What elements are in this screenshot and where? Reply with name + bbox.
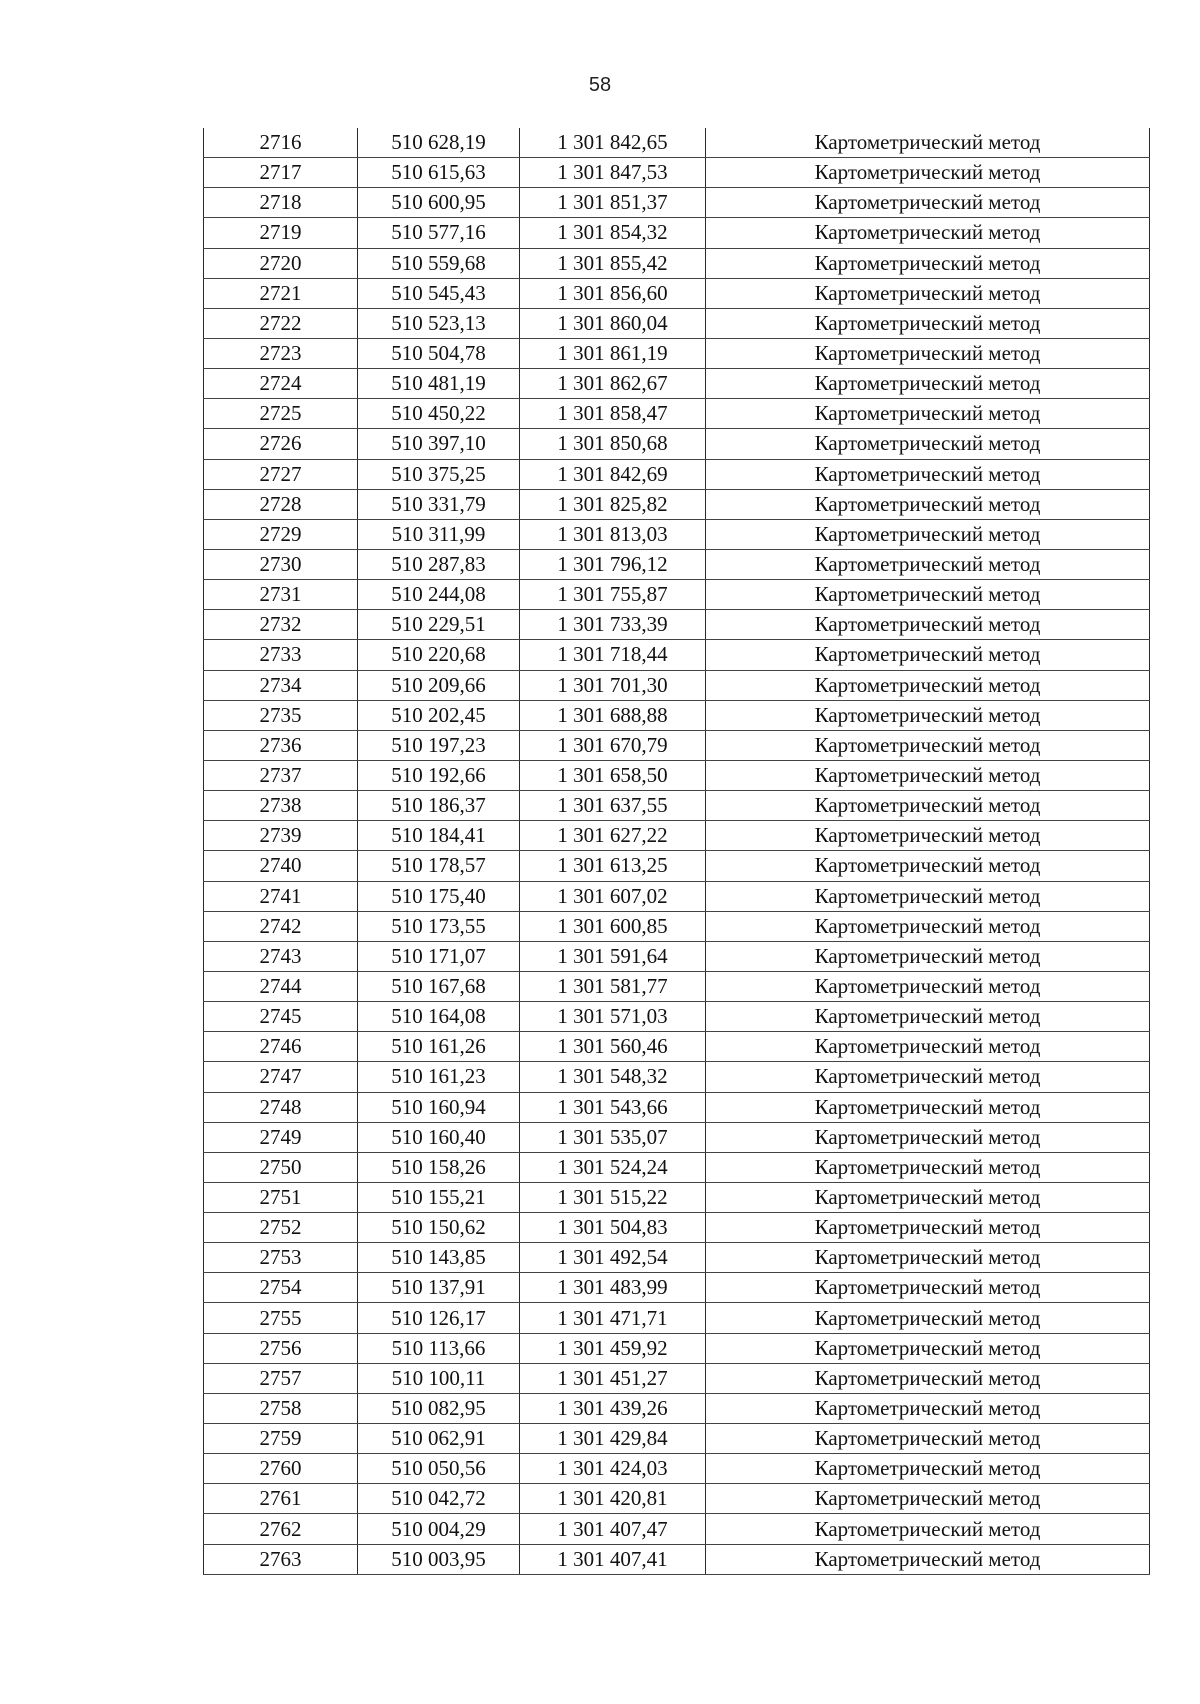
point-number-cell: 2717 xyxy=(204,158,358,188)
y-coordinate-cell: 1 301 407,47 xyxy=(520,1514,706,1544)
point-number-cell: 2734 xyxy=(204,670,358,700)
x-coordinate-cell: 510 628,19 xyxy=(358,128,520,158)
x-coordinate-cell: 510 577,16 xyxy=(358,218,520,248)
y-coordinate-cell: 1 301 543,66 xyxy=(520,1092,706,1122)
point-number-cell: 2738 xyxy=(204,791,358,821)
table-row xyxy=(204,881,1150,911)
table-row xyxy=(204,308,1150,338)
x-coordinate-cell: 510 171,07 xyxy=(358,941,520,971)
point-number-cell: 2743 xyxy=(204,941,358,971)
x-coordinate-cell: 510 126,17 xyxy=(358,1303,520,1333)
method-cell: Картометрический метод xyxy=(706,1213,1150,1243)
method-cell: Картометрический метод xyxy=(706,1514,1150,1544)
y-coordinate-cell: 1 301 471,71 xyxy=(520,1303,706,1333)
y-coordinate-cell: 1 301 535,07 xyxy=(520,1122,706,1152)
point-number-cell: 2721 xyxy=(204,278,358,308)
x-coordinate-cell: 510 050,56 xyxy=(358,1454,520,1484)
point-number-cell: 2760 xyxy=(204,1454,358,1484)
table-row xyxy=(204,489,1150,519)
x-coordinate-cell: 510 615,63 xyxy=(358,158,520,188)
table-row xyxy=(204,760,1150,790)
method-cell: Картометрический метод xyxy=(706,1393,1150,1423)
x-coordinate-cell: 510 184,41 xyxy=(358,821,520,851)
x-coordinate-cell: 510 100,11 xyxy=(358,1363,520,1393)
table-row xyxy=(204,188,1150,218)
table-row xyxy=(204,1032,1150,1062)
y-coordinate-cell: 1 301 600,85 xyxy=(520,911,706,941)
y-coordinate-cell: 1 301 407,41 xyxy=(520,1544,706,1574)
point-number-cell: 2754 xyxy=(204,1273,358,1303)
method-cell: Картометрический метод xyxy=(706,489,1150,519)
y-coordinate-cell: 1 301 429,84 xyxy=(520,1424,706,1454)
x-coordinate-cell: 510 173,55 xyxy=(358,911,520,941)
point-number-cell: 2732 xyxy=(204,610,358,640)
y-coordinate-cell: 1 301 627,22 xyxy=(520,821,706,851)
x-coordinate-cell: 510 150,62 xyxy=(358,1213,520,1243)
method-cell: Картометрический метод xyxy=(706,640,1150,670)
method-cell: Картометрический метод xyxy=(706,1333,1150,1363)
table-row xyxy=(204,580,1150,610)
point-number-cell: 2728 xyxy=(204,489,358,519)
point-number-cell: 2723 xyxy=(204,338,358,368)
method-cell: Картометрический метод xyxy=(706,1303,1150,1333)
table-row xyxy=(204,911,1150,941)
table-row xyxy=(204,670,1150,700)
method-cell: Картометрический метод xyxy=(706,158,1150,188)
method-cell: Картометрический метод xyxy=(706,369,1150,399)
table-row xyxy=(204,791,1150,821)
y-coordinate-cell: 1 301 851,37 xyxy=(520,188,706,218)
point-number-cell: 2737 xyxy=(204,760,358,790)
method-cell: Картометрический метод xyxy=(706,1424,1150,1454)
table-row xyxy=(204,278,1150,308)
table-row xyxy=(204,399,1150,429)
y-coordinate-cell: 1 301 581,77 xyxy=(520,971,706,1001)
y-coordinate-cell: 1 301 670,79 xyxy=(520,730,706,760)
table-row xyxy=(204,1122,1150,1152)
point-number-cell: 2750 xyxy=(204,1152,358,1182)
point-number-cell: 2746 xyxy=(204,1032,358,1062)
method-cell: Картометрический метод xyxy=(706,730,1150,760)
method-cell: Картометрический метод xyxy=(706,399,1150,429)
method-cell: Картометрический метод xyxy=(706,1032,1150,1062)
table-row xyxy=(204,1002,1150,1032)
method-cell: Картометрический метод xyxy=(706,1002,1150,1032)
y-coordinate-cell: 1 301 862,67 xyxy=(520,369,706,399)
x-coordinate-cell: 510 160,40 xyxy=(358,1122,520,1152)
x-coordinate-cell: 510 600,95 xyxy=(358,188,520,218)
point-number-cell: 2735 xyxy=(204,700,358,730)
x-coordinate-cell: 510 220,68 xyxy=(358,640,520,670)
method-cell: Картометрический метод xyxy=(706,429,1150,459)
y-coordinate-cell: 1 301 504,83 xyxy=(520,1213,706,1243)
point-number-cell: 2730 xyxy=(204,549,358,579)
method-cell: Картометрический метод xyxy=(706,1092,1150,1122)
table-row xyxy=(204,1363,1150,1393)
x-coordinate-cell: 510 113,66 xyxy=(358,1333,520,1363)
x-coordinate-cell: 510 559,68 xyxy=(358,248,520,278)
y-coordinate-cell: 1 301 861,19 xyxy=(520,338,706,368)
y-coordinate-cell: 1 301 483,99 xyxy=(520,1273,706,1303)
method-cell: Картометрический метод xyxy=(706,971,1150,1001)
point-number-cell: 2763 xyxy=(204,1544,358,1574)
x-coordinate-cell: 510 523,13 xyxy=(358,308,520,338)
table-row xyxy=(204,1333,1150,1363)
y-coordinate-cell: 1 301 492,54 xyxy=(520,1243,706,1273)
x-coordinate-cell: 510 197,23 xyxy=(358,730,520,760)
method-cell: Картометрический метод xyxy=(706,308,1150,338)
point-number-cell: 2719 xyxy=(204,218,358,248)
point-number-cell: 2725 xyxy=(204,399,358,429)
y-coordinate-cell: 1 301 842,69 xyxy=(520,459,706,489)
point-number-cell: 2729 xyxy=(204,519,358,549)
y-coordinate-cell: 1 301 548,32 xyxy=(520,1062,706,1092)
table-row xyxy=(204,549,1150,579)
x-coordinate-cell: 510 481,19 xyxy=(358,369,520,399)
point-number-cell: 2736 xyxy=(204,730,358,760)
method-cell: Картометрический метод xyxy=(706,791,1150,821)
x-coordinate-cell: 510 450,22 xyxy=(358,399,520,429)
method-cell: Картометрический метод xyxy=(706,188,1150,218)
method-cell: Картометрический метод xyxy=(706,881,1150,911)
point-number-cell: 2755 xyxy=(204,1303,358,1333)
method-cell: Картометрический метод xyxy=(706,580,1150,610)
x-coordinate-cell: 510 397,10 xyxy=(358,429,520,459)
table-row xyxy=(204,700,1150,730)
y-coordinate-cell: 1 301 571,03 xyxy=(520,1002,706,1032)
point-number-cell: 2733 xyxy=(204,640,358,670)
y-coordinate-cell: 1 301 524,24 xyxy=(520,1152,706,1182)
y-coordinate-cell: 1 301 688,88 xyxy=(520,700,706,730)
method-cell: Картометрический метод xyxy=(706,821,1150,851)
method-cell: Картометрический метод xyxy=(706,941,1150,971)
x-coordinate-cell: 510 143,85 xyxy=(358,1243,520,1273)
y-coordinate-cell: 1 301 796,12 xyxy=(520,549,706,579)
method-cell: Картометрический метод xyxy=(706,1243,1150,1273)
method-cell: Картометрический метод xyxy=(706,1273,1150,1303)
x-coordinate-cell: 510 137,91 xyxy=(358,1273,520,1303)
point-number-cell: 2745 xyxy=(204,1002,358,1032)
y-coordinate-cell: 1 301 850,68 xyxy=(520,429,706,459)
table-row xyxy=(204,1544,1150,1574)
point-number-cell: 2739 xyxy=(204,821,358,851)
table-row xyxy=(204,941,1150,971)
y-coordinate-cell: 1 301 855,42 xyxy=(520,248,706,278)
point-number-cell: 2731 xyxy=(204,580,358,610)
method-cell: Картометрический метод xyxy=(706,218,1150,248)
x-coordinate-cell: 510 209,66 xyxy=(358,670,520,700)
method-cell: Картометрический метод xyxy=(706,670,1150,700)
method-cell: Картометрический метод xyxy=(706,1363,1150,1393)
table-row xyxy=(204,1393,1150,1423)
method-cell: Картометрический метод xyxy=(706,911,1150,941)
table-row xyxy=(204,610,1150,640)
coordinates-table-body xyxy=(204,128,1150,1574)
y-coordinate-cell: 1 301 854,32 xyxy=(520,218,706,248)
point-number-cell: 2756 xyxy=(204,1333,358,1363)
table-row xyxy=(204,459,1150,489)
coordinates-table xyxy=(203,128,1150,1575)
x-coordinate-cell: 510 375,25 xyxy=(358,459,520,489)
table-row xyxy=(204,158,1150,188)
y-coordinate-cell: 1 301 813,03 xyxy=(520,519,706,549)
y-coordinate-cell: 1 301 842,65 xyxy=(520,128,706,158)
y-coordinate-cell: 1 301 860,04 xyxy=(520,308,706,338)
table-row xyxy=(204,218,1150,248)
x-coordinate-cell: 510 244,08 xyxy=(358,580,520,610)
point-number-cell: 2753 xyxy=(204,1243,358,1273)
table-row xyxy=(204,1243,1150,1273)
table-row xyxy=(204,128,1150,158)
y-coordinate-cell: 1 301 755,87 xyxy=(520,580,706,610)
y-coordinate-cell: 1 301 591,64 xyxy=(520,941,706,971)
x-coordinate-cell: 510 545,43 xyxy=(358,278,520,308)
table-row xyxy=(204,1514,1150,1544)
table-row xyxy=(204,1152,1150,1182)
table-row xyxy=(204,821,1150,851)
point-number-cell: 2726 xyxy=(204,429,358,459)
point-number-cell: 2744 xyxy=(204,971,358,1001)
method-cell: Картометрический метод xyxy=(706,459,1150,489)
method-cell: Картометрический метод xyxy=(706,700,1150,730)
x-coordinate-cell: 510 003,95 xyxy=(358,1544,520,1574)
y-coordinate-cell: 1 301 424,03 xyxy=(520,1454,706,1484)
y-coordinate-cell: 1 301 718,44 xyxy=(520,640,706,670)
point-number-cell: 2727 xyxy=(204,459,358,489)
x-coordinate-cell: 510 155,21 xyxy=(358,1182,520,1212)
y-coordinate-cell: 1 301 856,60 xyxy=(520,278,706,308)
x-coordinate-cell: 510 504,78 xyxy=(358,338,520,368)
table-row xyxy=(204,1424,1150,1454)
page-number: 58 xyxy=(588,74,612,96)
point-number-cell: 2722 xyxy=(204,308,358,338)
point-number-cell: 2748 xyxy=(204,1092,358,1122)
x-coordinate-cell: 510 004,29 xyxy=(358,1514,520,1544)
x-coordinate-cell: 510 161,26 xyxy=(358,1032,520,1062)
x-coordinate-cell: 510 160,94 xyxy=(358,1092,520,1122)
table-row xyxy=(204,730,1150,760)
x-coordinate-cell: 510 161,23 xyxy=(358,1062,520,1092)
y-coordinate-cell: 1 301 733,39 xyxy=(520,610,706,640)
y-coordinate-cell: 1 301 847,53 xyxy=(520,158,706,188)
table-row xyxy=(204,248,1150,278)
table-row xyxy=(204,1273,1150,1303)
x-coordinate-cell: 510 175,40 xyxy=(358,881,520,911)
method-cell: Картометрический метод xyxy=(706,128,1150,158)
x-coordinate-cell: 510 042,72 xyxy=(358,1484,520,1514)
x-coordinate-cell: 510 192,66 xyxy=(358,760,520,790)
point-number-cell: 2751 xyxy=(204,1182,358,1212)
table-row xyxy=(204,429,1150,459)
point-number-cell: 2759 xyxy=(204,1424,358,1454)
point-number-cell: 2740 xyxy=(204,851,358,881)
x-coordinate-cell: 510 311,99 xyxy=(358,519,520,549)
y-coordinate-cell: 1 301 439,26 xyxy=(520,1393,706,1423)
y-coordinate-cell: 1 301 637,55 xyxy=(520,791,706,821)
x-coordinate-cell: 510 331,79 xyxy=(358,489,520,519)
method-cell: Картометрический метод xyxy=(706,338,1150,368)
x-coordinate-cell: 510 158,26 xyxy=(358,1152,520,1182)
x-coordinate-cell: 510 167,68 xyxy=(358,971,520,1001)
point-number-cell: 2757 xyxy=(204,1363,358,1393)
point-number-cell: 2724 xyxy=(204,369,358,399)
table-row xyxy=(204,640,1150,670)
method-cell: Картометрический метод xyxy=(706,760,1150,790)
y-coordinate-cell: 1 301 701,30 xyxy=(520,670,706,700)
table-row xyxy=(204,1092,1150,1122)
x-coordinate-cell: 510 062,91 xyxy=(358,1424,520,1454)
y-coordinate-cell: 1 301 658,50 xyxy=(520,760,706,790)
method-cell: Картометрический метод xyxy=(706,1152,1150,1182)
method-cell: Картометрический метод xyxy=(706,1454,1150,1484)
point-number-cell: 2758 xyxy=(204,1393,358,1423)
point-number-cell: 2716 xyxy=(204,128,358,158)
point-number-cell: 2762 xyxy=(204,1514,358,1544)
point-number-cell: 2718 xyxy=(204,188,358,218)
method-cell: Картометрический метод xyxy=(706,1484,1150,1514)
table-row xyxy=(204,1213,1150,1243)
x-coordinate-cell: 510 202,45 xyxy=(358,700,520,730)
x-coordinate-cell: 510 082,95 xyxy=(358,1393,520,1423)
y-coordinate-cell: 1 301 613,25 xyxy=(520,851,706,881)
method-cell: Картометрический метод xyxy=(706,1062,1150,1092)
y-coordinate-cell: 1 301 451,27 xyxy=(520,1363,706,1393)
y-coordinate-cell: 1 301 825,82 xyxy=(520,489,706,519)
table-row xyxy=(204,1454,1150,1484)
table-row xyxy=(204,1484,1150,1514)
x-coordinate-cell: 510 229,51 xyxy=(358,610,520,640)
table-row xyxy=(204,519,1150,549)
x-coordinate-cell: 510 164,08 xyxy=(358,1002,520,1032)
table-row xyxy=(204,338,1150,368)
point-number-cell: 2742 xyxy=(204,911,358,941)
y-coordinate-cell: 1 301 515,22 xyxy=(520,1182,706,1212)
x-coordinate-cell: 510 186,37 xyxy=(358,791,520,821)
point-number-cell: 2747 xyxy=(204,1062,358,1092)
method-cell: Картометрический метод xyxy=(706,248,1150,278)
point-number-cell: 2761 xyxy=(204,1484,358,1514)
y-coordinate-cell: 1 301 858,47 xyxy=(520,399,706,429)
table-row xyxy=(204,851,1150,881)
point-number-cell: 2749 xyxy=(204,1122,358,1152)
y-coordinate-cell: 1 301 560,46 xyxy=(520,1032,706,1062)
method-cell: Картометрический метод xyxy=(706,851,1150,881)
x-coordinate-cell: 510 178,57 xyxy=(358,851,520,881)
x-coordinate-cell: 510 287,83 xyxy=(358,549,520,579)
method-cell: Картометрический метод xyxy=(706,1122,1150,1152)
point-number-cell: 2720 xyxy=(204,248,358,278)
point-number-cell: 2752 xyxy=(204,1213,358,1243)
y-coordinate-cell: 1 301 459,92 xyxy=(520,1333,706,1363)
point-number-cell: 2741 xyxy=(204,881,358,911)
y-coordinate-cell: 1 301 420,81 xyxy=(520,1484,706,1514)
table-row xyxy=(204,971,1150,1001)
method-cell: Картометрический метод xyxy=(706,549,1150,579)
table-row xyxy=(204,1182,1150,1212)
method-cell: Картометрический метод xyxy=(706,278,1150,308)
method-cell: Картометрический метод xyxy=(706,519,1150,549)
method-cell: Картометрический метод xyxy=(706,610,1150,640)
method-cell: Картометрический метод xyxy=(706,1182,1150,1212)
table-row xyxy=(204,1062,1150,1092)
y-coordinate-cell: 1 301 607,02 xyxy=(520,881,706,911)
table-row xyxy=(204,369,1150,399)
method-cell: Картометрический метод xyxy=(706,1544,1150,1574)
table-row xyxy=(204,1303,1150,1333)
